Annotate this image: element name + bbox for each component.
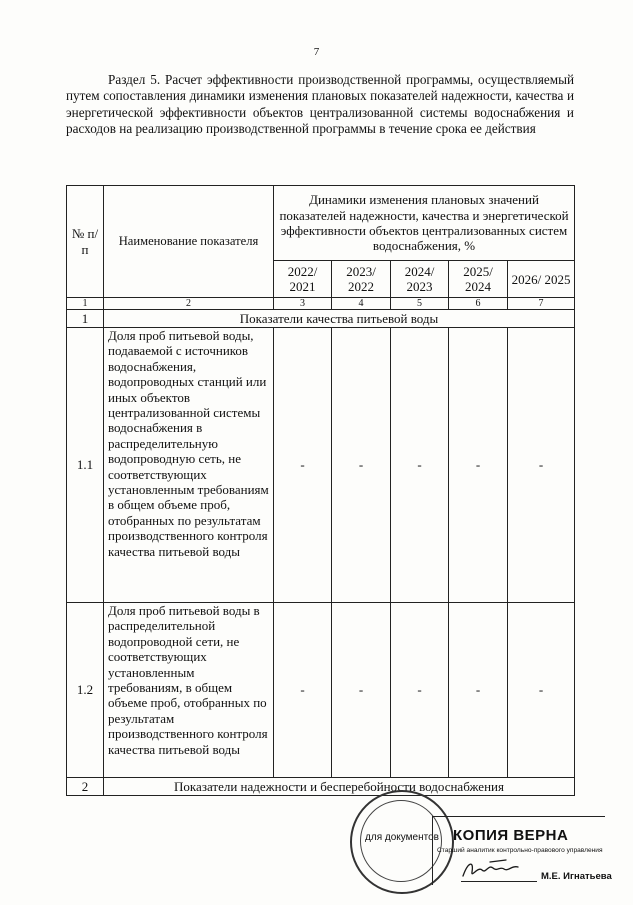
row-num: 1.2 [67, 603, 104, 778]
header-year: 2026/ 2025 [508, 261, 575, 298]
signature-icon [460, 856, 530, 884]
certification-title: КОПИЯ ВЕРНА [453, 827, 569, 844]
column-number: 1 [67, 298, 104, 310]
table-header-row [67, 186, 575, 261]
row-value: - [274, 328, 332, 603]
header-year: 2023/ 2022 [332, 261, 391, 298]
column-number: 6 [449, 298, 508, 310]
header-num: № п/п [67, 186, 104, 298]
section-heading: Раздел 5. Расчет эффективности производственной программы, осуществляемый путем сопоставления динамики изменения плановых показателей надежности, качества и энергетической эффективности объектов централизованной системы водоснабжения и расходов на реализацию производственной программы в течение срока ее действия [66, 72, 574, 137]
header-name: Наименование показателя [104, 186, 274, 298]
row-value: - [449, 603, 508, 778]
row-value: - [508, 603, 575, 778]
section-title: Показатели качества питьевой воды [104, 310, 575, 328]
column-number: 4 [332, 298, 391, 310]
section-title: Показатели надежности и бесперебойности водоснабжения [104, 778, 575, 796]
certification-subtitle: Старший аналитик контрольно-правового управления [437, 847, 603, 854]
header-year: 2024/ 2023 [391, 261, 449, 298]
row-value: - [508, 328, 575, 603]
row-num: 1.1 [67, 328, 104, 603]
table-row [67, 603, 575, 778]
column-number: 5 [391, 298, 449, 310]
section-row-reliability [67, 778, 575, 796]
column-number-row [67, 298, 575, 310]
row-value: - [449, 328, 508, 603]
column-number: 2 [104, 298, 274, 310]
column-number: 7 [508, 298, 575, 310]
header-year: 2022/ 2021 [274, 261, 332, 298]
header-year: 2025/ 2024 [449, 261, 508, 298]
row-value: - [391, 328, 449, 603]
header-dynamics: Динамики изменения плановых значений показателей надежности, качества и энергетической эффективности объектов централизованных систем водоснабжения, % [274, 186, 575, 261]
row-value: - [391, 603, 449, 778]
row-value: - [274, 603, 332, 778]
page-number: 7 [313, 46, 320, 58]
row-name: Доля проб питьевой воды в распределительной водопроводной сети, не соответствующих установленным требованиям, в общем объеме проб, отобранных по результатам производственного контроля качества питьевой воды [104, 603, 274, 778]
section-row-quality [67, 310, 575, 328]
column-number: 3 [274, 298, 332, 310]
seal-label: для документов [365, 832, 439, 843]
table-row [67, 328, 575, 603]
certification-name: М.Е. Игнатьева [541, 871, 612, 882]
row-value: - [332, 603, 391, 778]
section-num: 2 [67, 778, 104, 796]
indicators-table [66, 185, 575, 796]
section-num: 1 [67, 310, 104, 328]
row-name: Доля проб питьевой воды, подаваемой с источников водоснабжения, водопроводных станций или иных объектов централизованной системы водоснабжения в распределительную водопроводную сеть, не соответствующих установленным требованиям в общем объеме проб, отобранных по результатам производственного контроля качества питьевой воды [104, 328, 274, 603]
row-value: - [332, 328, 391, 603]
